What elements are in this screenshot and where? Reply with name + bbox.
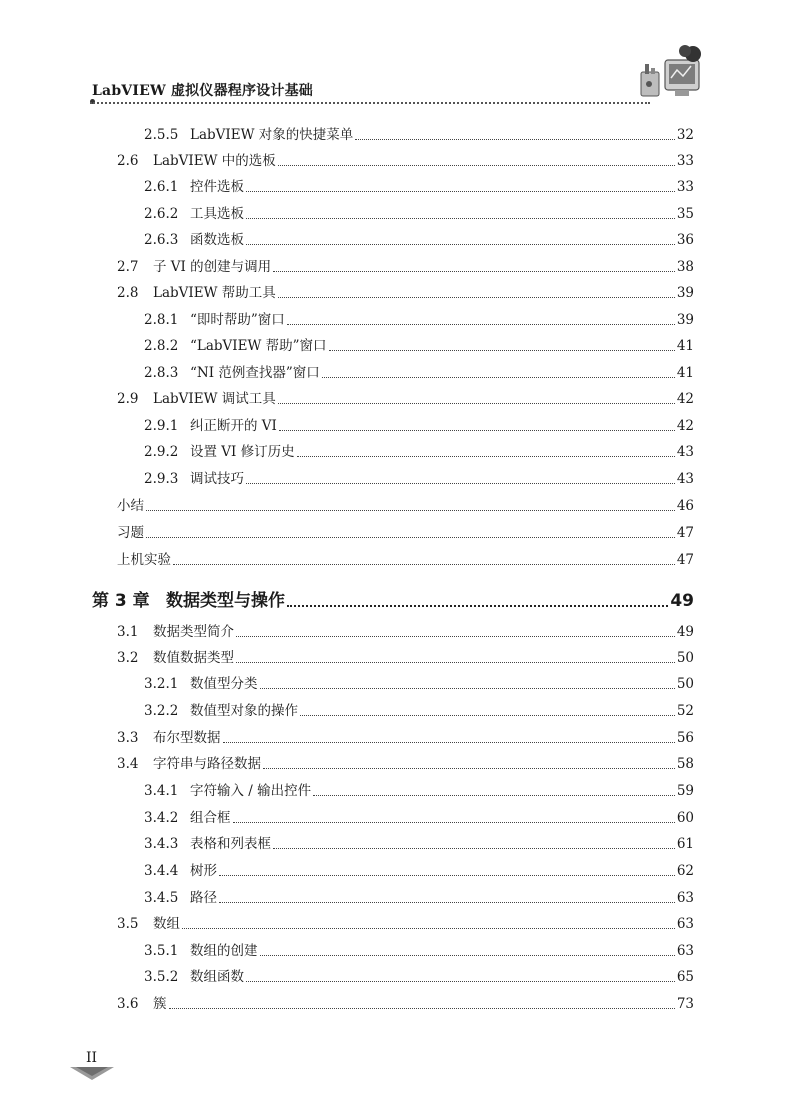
toc-leader-dots xyxy=(300,715,675,716)
toc-entry-page: 56 xyxy=(676,730,694,746)
toc-entry-page: 43 xyxy=(676,444,694,460)
toc-entry[interactable] xyxy=(144,310,694,330)
toc-entry[interactable] xyxy=(144,781,694,801)
toc-entry-number: 2.6.1 xyxy=(144,179,179,195)
toc-leader-dots xyxy=(236,636,675,637)
toc-entry-title: 控件选板 xyxy=(190,179,244,195)
toc-entry-page: 33 xyxy=(676,179,694,195)
toc-entry[interactable] xyxy=(117,389,694,409)
toc-entry-page: 58 xyxy=(676,756,694,772)
toc-leader-dots xyxy=(263,768,675,769)
toc-entry-title: 数值型对象的操作 xyxy=(190,703,298,719)
toc-entry-page: 49 xyxy=(676,624,694,640)
toc-leader-dots xyxy=(322,377,675,378)
toc-entry-page: 41 xyxy=(676,338,694,354)
toc-entry-number: 2.8.2 xyxy=(144,338,179,354)
toc-leader-dots xyxy=(278,297,675,298)
toc-entry-title: 树形 xyxy=(190,863,217,879)
toc-entry[interactable] xyxy=(144,125,694,145)
toc-entry[interactable] xyxy=(144,177,694,197)
toc-leader-dots xyxy=(313,795,675,796)
toc-entry[interactable] xyxy=(144,230,694,250)
toc-leader-dots xyxy=(236,662,675,663)
toc-leader-dots xyxy=(246,218,675,219)
toc-entry[interactable] xyxy=(117,257,694,277)
toc-entry-page: 36 xyxy=(676,232,694,248)
toc-entry[interactable] xyxy=(144,808,694,828)
toc-entry[interactable] xyxy=(144,363,694,383)
toc-entry-number: 第 3 章 xyxy=(92,591,150,611)
toc-leader-dots xyxy=(246,981,675,982)
toc-entry-title: 子 VI 的创建与调用 xyxy=(153,259,272,275)
toc-entry[interactable] xyxy=(117,994,694,1014)
toc-entry[interactable] xyxy=(144,941,694,961)
toc-leader-dots xyxy=(246,191,675,192)
toc-entry[interactable] xyxy=(144,701,694,721)
toc-entry[interactable] xyxy=(117,622,694,642)
toc-entry-page: 50 xyxy=(676,676,694,692)
toc-entry[interactable] xyxy=(144,888,694,908)
book-title: LabVIEW 虚拟仪器程序设计基础 xyxy=(92,83,313,99)
toc-entry-page: 60 xyxy=(676,810,694,826)
toc-leader-dots xyxy=(355,139,675,140)
toc-entry-page: 59 xyxy=(676,783,694,799)
toc-entry-number: 3.4.4 xyxy=(144,863,179,879)
toc-leader-dots xyxy=(246,483,675,484)
toc-entry-title: 组合框 xyxy=(190,810,231,826)
toc-entry-title: 函数选板 xyxy=(190,232,244,248)
toc-leader-dots xyxy=(173,564,675,565)
toc-entry-title: 小结 xyxy=(117,498,144,514)
toc-leader-dots xyxy=(260,688,675,689)
toc-entry-number: 3.5.1 xyxy=(144,943,179,959)
toc-leader-dots xyxy=(233,822,675,823)
toc-entry[interactable] xyxy=(117,283,694,303)
toc-entry-number: 3.4.2 xyxy=(144,810,179,826)
toc-entry-page: 63 xyxy=(676,943,694,959)
toc-leader-dots xyxy=(273,271,675,272)
toc-entry-page: 42 xyxy=(676,391,694,407)
toc-entry-number: 2.6.2 xyxy=(144,206,179,222)
toc-entry-page: 42 xyxy=(676,418,694,434)
toc-entry-title: LabVIEW 对象的快捷菜单 xyxy=(190,127,354,143)
toc-entry-page: 33 xyxy=(676,153,694,169)
toc-entry-number: 2.8.1 xyxy=(144,312,179,328)
toc-entry[interactable] xyxy=(117,914,694,934)
toc-leader-dots xyxy=(287,324,675,325)
toc-entry-number: 3.2.2 xyxy=(144,703,179,719)
toc-entry-title: 上机实验 xyxy=(117,552,171,568)
toc-entry-title: LabVIEW 中的选板 xyxy=(153,153,276,169)
toc-leader-dots xyxy=(219,902,675,903)
toc-leader-dots xyxy=(146,537,675,538)
toc-entry[interactable] xyxy=(144,674,694,694)
toc-entry-page: 63 xyxy=(676,916,694,932)
toc-entry-number: 2.9.2 xyxy=(144,444,179,460)
toc-entry-title: 字符输入 / 输出控件 xyxy=(190,783,312,799)
toc-leader-dots xyxy=(279,430,675,431)
toc-entry-number: 2.8 xyxy=(117,285,139,301)
toc-entry-title: LabVIEW 帮助工具 xyxy=(153,285,276,301)
toc-entry[interactable] xyxy=(117,151,694,171)
page-corner-arrow-icon xyxy=(70,1065,114,1081)
toc-entry-page: 63 xyxy=(676,890,694,906)
toc-entry-page: 62 xyxy=(676,863,694,879)
toc-entry-page: 49 xyxy=(670,591,694,611)
toc-entry-title: 数组 xyxy=(153,916,180,932)
toc-entry-number: 2.9.3 xyxy=(144,471,179,487)
toc-entry-title: “LabVIEW 帮助”窗口 xyxy=(190,338,327,354)
toc-entry-title: 设置 VI 修订历史 xyxy=(190,444,295,460)
toc-entry-page: 52 xyxy=(676,703,694,719)
toc-entry-page: 47 xyxy=(676,525,694,541)
toc-leader-dots xyxy=(219,875,675,876)
toc-entry-title: 数据类型与操作 xyxy=(166,591,285,611)
toc-entry-page: 73 xyxy=(676,996,694,1012)
toc-entry-number: 3.6 xyxy=(117,996,139,1012)
toc-entry-title: 表格和列表框 xyxy=(190,836,271,852)
toc-entry-title: 字符串与路径数据 xyxy=(153,756,261,772)
toc-entry-number: 3.5.2 xyxy=(144,969,179,985)
toc-entry-page: 43 xyxy=(676,471,694,487)
toc-entry-number: 2.5.5 xyxy=(144,127,179,143)
toc-leader-dots xyxy=(260,955,675,956)
toc-entry-title: 数值数据类型 xyxy=(153,650,234,666)
toc-entry-number: 3.4.3 xyxy=(144,836,179,852)
toc-entry-number: 3.4 xyxy=(117,756,139,772)
toc-leader-dots xyxy=(278,165,675,166)
toc-entry-page: 46 xyxy=(676,498,694,514)
toc-entry[interactable] xyxy=(144,967,694,987)
toc-entry-number: 2.6 xyxy=(117,153,139,169)
toc-entry[interactable] xyxy=(144,442,694,462)
toc-entry-title: 数值型分类 xyxy=(190,676,258,692)
toc-entry-title: “NI 范例查找器”窗口 xyxy=(190,365,320,381)
toc-entry-number: 2.6.3 xyxy=(144,232,179,248)
toc-leader-dots xyxy=(287,605,668,607)
toc-leader-dots xyxy=(246,244,675,245)
toc-entry[interactable] xyxy=(117,550,694,570)
toc-entry[interactable] xyxy=(144,469,694,489)
toc-leader-dots xyxy=(273,848,675,849)
toc-entry[interactable] xyxy=(117,728,694,748)
toc-entry-page: 50 xyxy=(676,650,694,666)
toc-entry-number: 3.2.1 xyxy=(144,676,179,692)
toc-entry-number: 3.5 xyxy=(117,916,139,932)
toc-entry-title: LabVIEW 调试工具 xyxy=(153,391,276,407)
toc-entry[interactable] xyxy=(117,754,694,774)
toc-leader-dots xyxy=(223,742,675,743)
toc-entry-page: 47 xyxy=(676,552,694,568)
toc-chapter-row[interactable] xyxy=(92,588,694,614)
toc-entry-number: 3.1 xyxy=(117,624,139,640)
toc-entry-number: 3.4.1 xyxy=(144,783,179,799)
toc-entry-title: 纠正断开的 VI xyxy=(190,418,277,434)
toc-leader-dots xyxy=(278,403,675,404)
toc-entry-title: 路径 xyxy=(190,890,217,906)
toc-entry-title: 调试技巧 xyxy=(190,471,244,487)
toc-entry-number: 3.4.5 xyxy=(144,890,179,906)
toc-entry-number: 2.9.1 xyxy=(144,418,179,434)
toc-entry-number: 2.8.3 xyxy=(144,365,179,381)
toc-leader-dots xyxy=(169,1008,675,1009)
toc-entry[interactable] xyxy=(144,834,694,854)
toc-entry-page: 41 xyxy=(676,365,694,381)
toc-entry[interactable] xyxy=(117,523,694,543)
toc-entry[interactable] xyxy=(144,336,694,356)
toc-entry-page: 38 xyxy=(676,259,694,275)
toc-entry-page: 65 xyxy=(676,969,694,985)
toc-entry-title: 布尔型数据 xyxy=(153,730,221,746)
toc-entry-page: 32 xyxy=(676,127,694,143)
toc-entry[interactable] xyxy=(144,204,694,224)
toc-entry-title: 数据类型简介 xyxy=(153,624,234,640)
toc-leader-dots xyxy=(146,510,675,511)
toc-entry-number: 2.7 xyxy=(117,259,139,275)
toc-entry-page: 39 xyxy=(676,285,694,301)
toc-entry-title: 工具选板 xyxy=(190,206,244,222)
toc-entry[interactable] xyxy=(117,648,694,668)
toc-entry-title: “即时帮助”窗口 xyxy=(190,312,285,328)
toc-entry-number: 3.2 xyxy=(117,650,139,666)
toc-entry-title: 簇 xyxy=(153,996,167,1012)
toc-entry-page: 35 xyxy=(676,206,694,222)
toc-leader-dots xyxy=(329,350,675,351)
toc-entry[interactable] xyxy=(117,496,694,516)
toc-entry[interactable] xyxy=(144,416,694,436)
toc-entry-title: 数组函数 xyxy=(190,969,244,985)
toc-entry-page: 61 xyxy=(676,836,694,852)
toc-entry-number: 2.9 xyxy=(117,391,139,407)
toc-entry-number: 3.3 xyxy=(117,730,139,746)
toc-entry-page: 39 xyxy=(676,312,694,328)
toc-leader-dots xyxy=(297,456,675,457)
toc-entry-title: 习题 xyxy=(117,525,144,541)
toc-entry-title: 数组的创建 xyxy=(190,943,258,959)
toc-leader-dots xyxy=(182,928,675,929)
toc-entry[interactable] xyxy=(144,861,694,881)
page-number: II xyxy=(86,1050,98,1066)
